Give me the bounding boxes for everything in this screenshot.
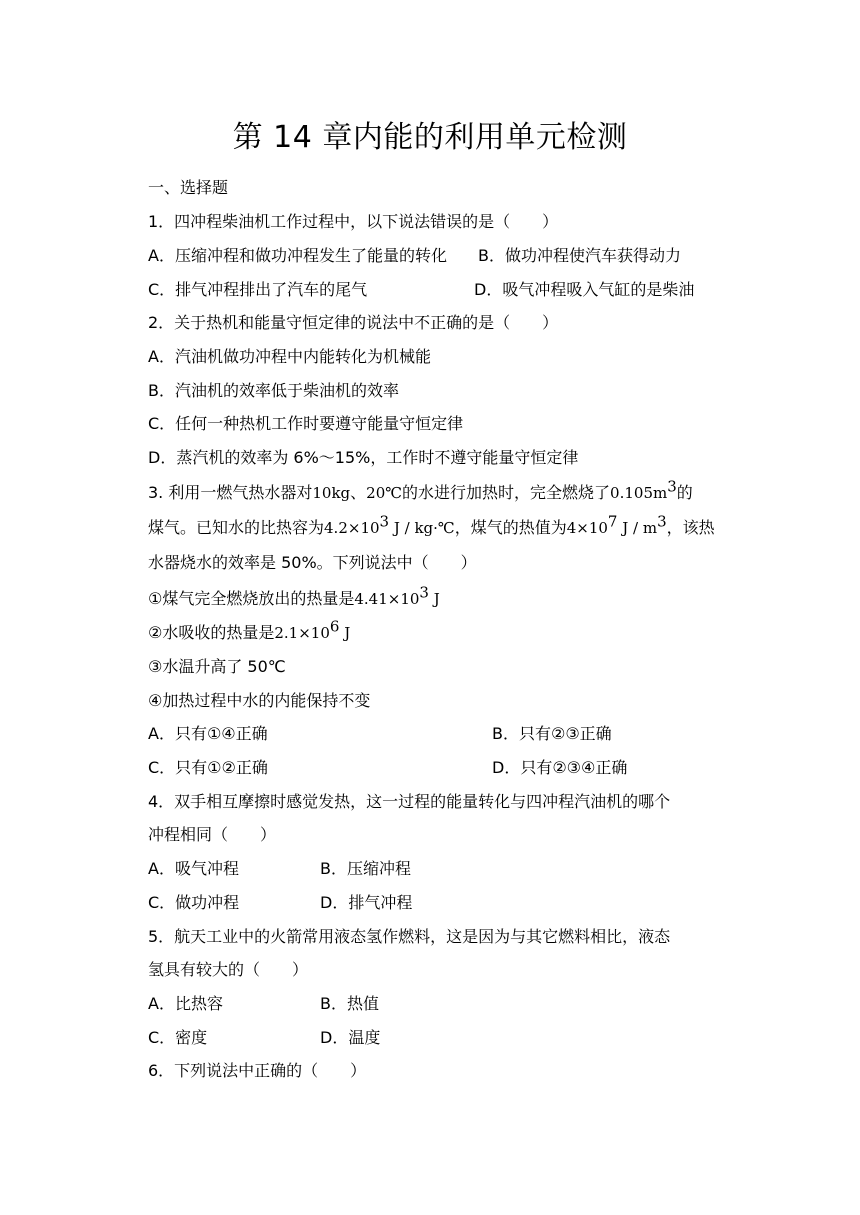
q3-heat-value-unit: J / m [617,519,658,537]
q3-item-value: 2.1×10 [274,624,330,642]
question-4-option-a: A．吸气冲程 [148,859,239,878]
question-3-stem-line-1 [148,477,693,504]
q3-item-unit: J [428,590,440,608]
q3-heat-value-exp: 7 [607,512,618,531]
q3-specific-heat: 4.2×10 [324,519,380,537]
question-2-option-c: C．任何一种热机工作时要遵守能量守恒定律 [148,414,464,433]
q3-item-exp: 6 [329,617,340,636]
question-3-stem-line-2 [148,512,715,539]
q3-item-exp: 3 [419,583,429,602]
question-5-stem-line-1: 5．航天工业中的火箭常用液态氢作燃料，这是因为与其它燃料相比，液态 [148,927,671,946]
q3-heat-value-unit-exp: 3 [657,512,667,531]
question-5-option-a: A．比热容 [148,994,223,1013]
question-3-item-1 [148,583,440,610]
question-4-option-d: D．排气冲程 [320,893,413,912]
question-3-option-b: B．只有②③正确 [492,724,612,743]
question-2-option-b: B．汽油机的效率低于柴油机的效率 [148,381,399,400]
question-1-option-a: A．压缩冲程和做功冲程发生了能量的转化 [148,246,447,265]
question-1-option-d: D．吸气冲程吸入气缸的是柴油 [474,280,695,299]
question-3-option-c: C．只有①②正确 [148,758,268,777]
q3-text: 、 [350,483,367,502]
q3-volume: 0.105m [610,484,668,502]
q3-text: ，煤气的热值为 [454,518,567,537]
question-4-option-c: C．做功冲程 [148,893,240,912]
question-3-option-d: D．只有②③④正确 [492,758,628,777]
question-6-stem: 6．下列说法中正确的（ ） [148,1061,367,1080]
q3-item-text: ②水吸收的热量是 [148,623,275,642]
question-1-option-b: B．做功冲程使汽车获得动力 [478,246,681,265]
question-1-stem: 1．四冲程柴油机工作过程中，以下说法错误的是（ ） [148,212,559,231]
q3-text: 的水进行加热时，完全燃烧了 [402,483,611,502]
question-3-item-3: ③水温升高了 50℃ [148,657,286,676]
q3-text: 煤气。已知水的比热容为 [148,518,325,537]
question-2-option-a: A．汽油机做功冲程中内能转化为机械能 [148,347,431,366]
q3-text: ，该热 [666,518,715,537]
q3-volume-exp: 3 [667,477,677,496]
q3-item-unit: J [339,624,351,642]
page-title: 第 14 章内能的利用单元检测 [232,120,628,155]
question-5-stem-line-2: 氢具有较大的（ ） [148,960,309,979]
q3-specific-heat-unit: J / kg·℃ [389,519,455,537]
q3-mass: 10kg [312,484,351,502]
section-heading: 一、选择题 [148,178,229,197]
question-3-option-a: A．只有①④正确 [148,724,268,743]
q3-text: 3. 利用一燃气热水器对 [148,483,313,502]
q3-text: 的 [676,483,693,502]
question-5-option-d: D．温度 [320,1028,381,1047]
question-1-option-c: C．排气冲程排出了汽车的尾气 [148,280,368,299]
question-3-item-4: ④加热过程中水的内能保持不变 [148,691,371,710]
question-2-option-d: D．蒸汽机的效率为 6%～15%，工作时不遵守能量守恒定律 [148,448,579,467]
question-4-option-b: B．压缩冲程 [320,859,411,878]
question-3-stem-line-3: 水器烧水的效率是 50%。下列说法中（ ） [148,553,477,572]
question-4-stem-line-2: 冲程相同（ ） [148,825,277,844]
question-4-stem-line-1: 4．双手相互摩擦时感觉发热，这一过程的能量转化与四冲程汽油机的哪个 [148,792,671,811]
question-3-item-2 [148,617,351,644]
question-5-option-c: C．密度 [148,1028,208,1047]
q3-temp: 20℃ [366,484,403,502]
question-5-option-b: B．热值 [320,994,379,1013]
question-2-stem: 2．关于热机和能量守恒定律的说法中不正确的是（ ） [148,313,559,332]
q3-item-text: ①煤气完全燃烧放出的热量是 [148,589,355,608]
q3-heat-value: 4×10 [566,519,608,537]
q3-specific-heat-exp: 3 [379,512,390,531]
q3-item-value: 4.41×10 [354,590,420,608]
